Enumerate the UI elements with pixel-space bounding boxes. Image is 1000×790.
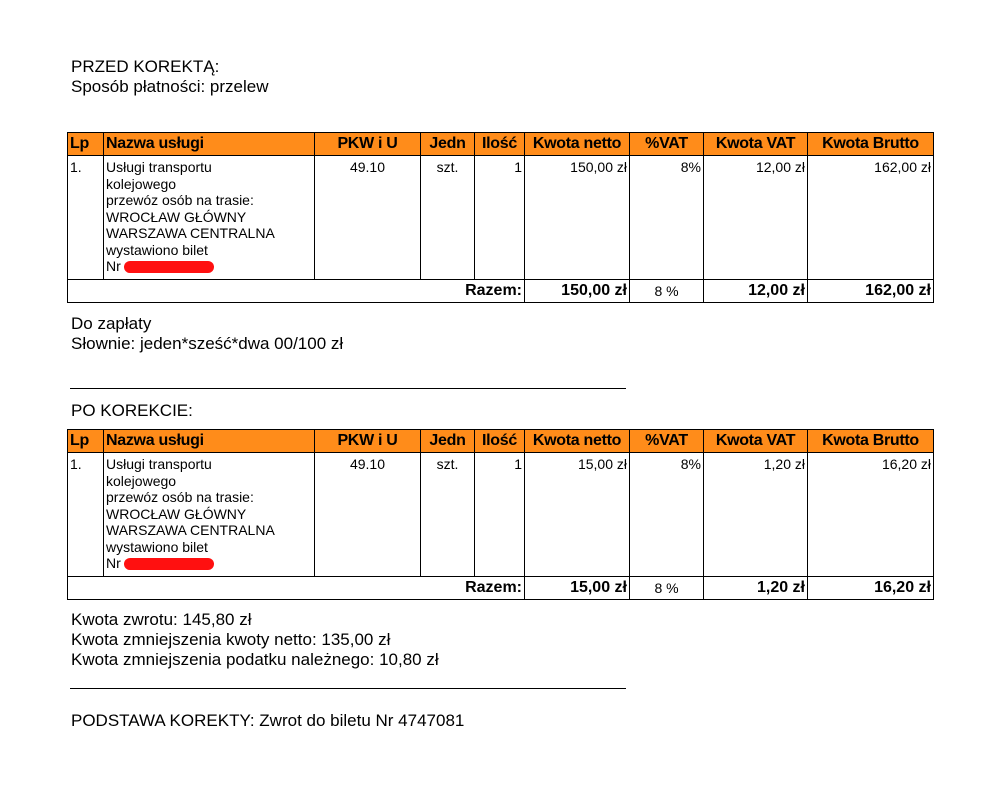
col-qty: Ilość bbox=[475, 430, 525, 453]
row-vat: 1,20 zł bbox=[704, 453, 808, 577]
col-qty: Ilość bbox=[475, 133, 525, 156]
sum-row bbox=[68, 577, 934, 600]
payment-method: Sposób płatności: przelew bbox=[71, 77, 269, 96]
nr-label: Nr bbox=[106, 258, 121, 274]
redaction-mark bbox=[124, 558, 214, 570]
net-reduction: Kwota zmniejszenia kwoty netto: 135,00 zł bbox=[71, 630, 391, 649]
row-qty: 1 bbox=[475, 156, 525, 280]
row-lp: 1. bbox=[68, 156, 104, 280]
sum-label: Razem: bbox=[68, 280, 525, 303]
row-pkwiu: 49.10 bbox=[315, 453, 421, 577]
row-unit: szt. bbox=[421, 156, 475, 280]
col-gross: Kwota Brutto bbox=[808, 430, 934, 453]
sum-vat-pct: 8 % bbox=[630, 280, 704, 303]
col-lp: Lp bbox=[68, 133, 104, 156]
col-unit: Jedn bbox=[421, 133, 475, 156]
row-net: 15,00 zł bbox=[525, 453, 630, 577]
row-vat-pct: 8% bbox=[630, 453, 704, 577]
sum-label: Razem: bbox=[68, 577, 525, 600]
col-pkwiu: PKW i U bbox=[315, 133, 421, 156]
sum-vat: 12,00 zł bbox=[704, 280, 808, 303]
row-description bbox=[104, 453, 315, 577]
before-heading: PRZED KOREKTĄ: bbox=[71, 57, 220, 76]
redaction-mark bbox=[124, 261, 214, 273]
item-description: Usługi transportu kolejowego przewóz osób na trasie: WROCŁAW GŁÓWNY WARSZAWA CENTRALNA wystawiono bilet bbox=[106, 159, 275, 258]
correction-basis: PODSTAWA KOREKTY: Zwrot do biletu Nr 4747081 bbox=[71, 711, 465, 730]
row-pkwiu: 49.10 bbox=[315, 156, 421, 280]
tax-reduction: Kwota zmniejszenia podatku należnego: 10,80 zł bbox=[71, 650, 439, 669]
sum-net: 150,00 zł bbox=[525, 280, 630, 303]
col-lp: Lp bbox=[68, 430, 104, 453]
row-vat-pct: 8% bbox=[630, 156, 704, 280]
row-gross: 162,00 zł bbox=[808, 156, 934, 280]
separator bbox=[70, 388, 626, 389]
table-header bbox=[68, 430, 934, 453]
col-vat: Kwota VAT bbox=[704, 133, 808, 156]
after-heading: PO KOREKCIE: bbox=[71, 401, 193, 420]
row-net: 150,00 zł bbox=[525, 156, 630, 280]
invoice-table-before bbox=[67, 132, 934, 303]
table-row bbox=[68, 156, 934, 280]
col-name: Nazwa usługi bbox=[104, 430, 315, 453]
col-vat-pct: %VAT bbox=[630, 430, 704, 453]
invoice-table-after bbox=[67, 429, 934, 600]
separator bbox=[70, 688, 626, 689]
col-name: Nazwa usługi bbox=[104, 133, 315, 156]
sum-row bbox=[68, 280, 934, 303]
row-unit: szt. bbox=[421, 453, 475, 577]
sum-net: 15,00 zł bbox=[525, 577, 630, 600]
col-vat: Kwota VAT bbox=[704, 430, 808, 453]
row-qty: 1 bbox=[475, 453, 525, 577]
col-net: Kwota netto bbox=[525, 430, 630, 453]
row-gross: 16,20 zł bbox=[808, 453, 934, 577]
sum-gross: 162,00 zł bbox=[808, 280, 934, 303]
col-pkwiu: PKW i U bbox=[315, 430, 421, 453]
amount-in-words: Słownie: jeden*sześć*dwa 00/100 zł bbox=[71, 334, 344, 353]
payment-due-label: Do zapłaty bbox=[71, 314, 152, 333]
table-header bbox=[68, 133, 934, 156]
col-net: Kwota netto bbox=[525, 133, 630, 156]
item-description: Usługi transportu kolejowego przewóz osób na trasie: WROCŁAW GŁÓWNY WARSZAWA CENTRALNA wystawiono bilet bbox=[106, 456, 275, 555]
row-description bbox=[104, 156, 315, 280]
col-unit: Jedn bbox=[421, 430, 475, 453]
refund-amount: Kwota zwrotu: 145,80 zł bbox=[71, 610, 252, 629]
sum-vat: 1,20 zł bbox=[704, 577, 808, 600]
table-row bbox=[68, 453, 934, 577]
sum-vat-pct: 8 % bbox=[630, 577, 704, 600]
row-lp: 1. bbox=[68, 453, 104, 577]
col-gross: Kwota Brutto bbox=[808, 133, 934, 156]
col-vat-pct: %VAT bbox=[630, 133, 704, 156]
sum-gross: 16,20 zł bbox=[808, 577, 934, 600]
nr-label: Nr bbox=[106, 555, 121, 571]
row-vat: 12,00 zł bbox=[704, 156, 808, 280]
